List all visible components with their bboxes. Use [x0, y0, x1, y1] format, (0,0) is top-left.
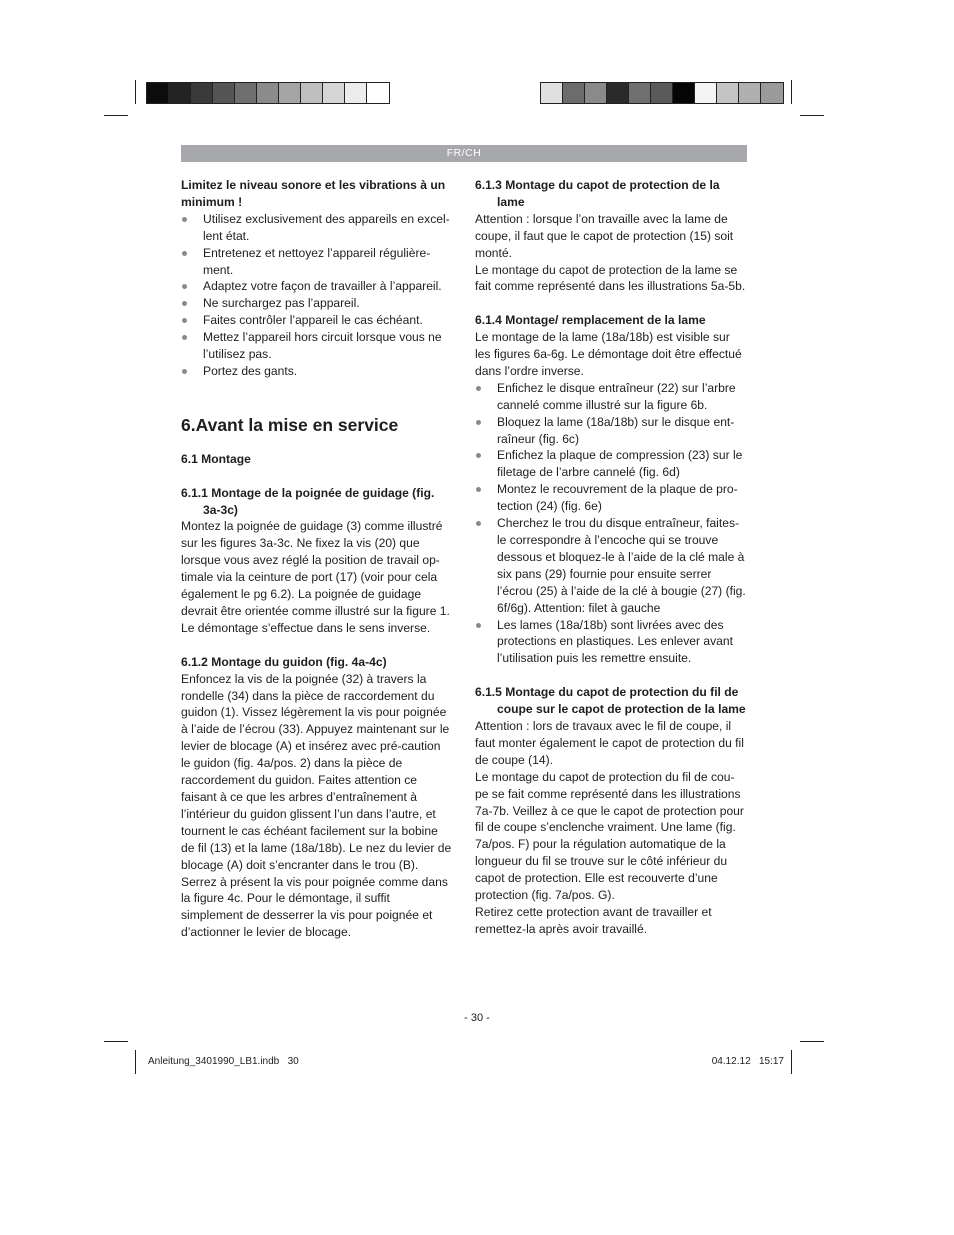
- color-swatch: [717, 83, 739, 103]
- section-text-6-1-2: Enfoncez la vis de la poignée (32) à travers la rondelle (34) dans la pièce de raccordement du guidon (1). Vissez légèrement la vis pour poignée à l’aide de l’écrou (33). Appuyez maintenant sur le levier de blocage (A) et insérez avec pré-caution le guidon (fig. 4a/pos. 2) dans la pièce de raccordement du guidon. Faites attention ce faisant à ce que les arbres d’entraînement à l’intérieur du guidon glissent l’un dans l’autre, et tournent le cas échéant facilement sur la bobine de fil (13) et la lame (18a/18b). Le nez du levier de blocage (A) doit s’encranter dans le trou (B). Serrez à présent la vis pour poignée comme dans la figure 4c. Pour le démontage, il suffit simplement de desserrer la vis pour poignée et d’actionner le levier de blocage.: [181, 671, 452, 940]
- section-text-6-1-4: Le montage de la lame (18a/18b) est visible sur les figures 6a-6g. Le démontage doit être effectué dans l’ordre inverse.: [475, 330, 742, 378]
- list-item: Montez le recouvrement de la plaque de pro-tection (24) (fig. 6e): [475, 481, 747, 515]
- crop-mark: [135, 80, 136, 104]
- color-swatch: [147, 83, 169, 103]
- color-swatch: [541, 83, 563, 103]
- section-heading-6-1-2: 6.1.2 Montage du guidon (fig. 4a-4c): [181, 654, 387, 669]
- color-swatch: [629, 83, 651, 103]
- color-swatch: [213, 83, 235, 103]
- crop-mark: [800, 115, 824, 116]
- list-item: Enfichez le disque entraîneur (22) sur l’arbre cannelé comme illustré sur la figure 6b.: [475, 380, 747, 414]
- color-swatch: [673, 83, 695, 103]
- language-header: FR/CH: [181, 145, 747, 162]
- section-text-6-1-3b: Le montage du capot de protection de la lame se fait comme représenté dans les illustrations 5a-5b.: [475, 262, 746, 294]
- color-swatch: [367, 83, 389, 103]
- list-item: Portez des gants.: [181, 363, 453, 380]
- color-swatch: [345, 83, 367, 103]
- color-bar-right: [540, 82, 784, 104]
- list-item: Faites contrôler l’appareil le cas échéant.: [181, 312, 453, 329]
- intro-heading: Limitez le niveau sonore et les vibrations à un minimum !: [181, 178, 446, 209]
- color-swatch: [739, 83, 761, 103]
- crop-mark: [791, 1050, 792, 1074]
- section-heading-6-1: 6.1 Montage: [181, 451, 251, 466]
- list-item: Entretenez et nettoyez l’appareil régulière-ment.: [181, 245, 453, 279]
- color-swatch: [301, 83, 323, 103]
- color-swatch: [235, 83, 257, 103]
- crop-mark: [104, 115, 128, 116]
- color-swatch: [257, 83, 279, 103]
- color-swatch: [695, 83, 717, 103]
- crop-mark: [800, 1041, 824, 1042]
- crop-mark: [791, 80, 792, 104]
- right-column: [475, 177, 747, 938]
- intro-bullet-list: [181, 211, 453, 380]
- list-item: Bloquez la lame (18a/18b) sur le disque ent-raîneur (fig. 6c): [475, 414, 747, 448]
- list-item: Les lames (18a/18b) sont livrées avec des protections en plastiques. Les enlever avant l’utilisation puis les remettre ensuite.: [475, 617, 747, 668]
- section-heading-6-1-1: 6.1.1 Montage de la poignée de guidage (fig. 3a-3c): [181, 485, 435, 517]
- footer-datetime: 04.12.12 15:17: [711, 1056, 784, 1067]
- left-column: [181, 177, 453, 941]
- list-item: Ne surchargez pas l’appareil.: [181, 295, 453, 312]
- crop-mark: [104, 1041, 128, 1042]
- color-swatch: [651, 83, 673, 103]
- list-item: Cherchez le trou du disque entraîneur, faites-le correspondre à l’encoche qui se trouve dessous et bloquez-le à l’aide de la clé male à six pans (29) fournie pour ensuite serrer l’écrou (25) à l’aide de la clé à bougie (27) (fig. 6f/6g). Attention: filet à gauche: [475, 515, 747, 616]
- list-item: Utilisez exclusivement des appareils en excel-lent état.: [181, 211, 453, 245]
- color-swatch: [279, 83, 301, 103]
- list-item: Enfichez la plaque de compression (23) sur le filetage de l’arbre cannelé (fig. 6d): [475, 447, 747, 481]
- color-swatch: [169, 83, 191, 103]
- color-swatch: [761, 83, 783, 103]
- chapter-title: 6.Avant la mise en service: [181, 414, 399, 435]
- section-text-6-1-5c: Retirez cette protection avant de travailler et remettez-la après avoir travaillé.: [475, 904, 712, 936]
- color-swatch: [607, 83, 629, 103]
- color-swatch: [323, 83, 345, 103]
- section-heading-6-1-5: 6.1.5 Montage du capot de protection du fil de coupe sur le capot de protection de la lame: [475, 685, 746, 717]
- section-text-6-1-3a: Attention : lorsque l’on travaille avec la lame de coupe, il faut que le capot de protection (15) soit monté.: [475, 211, 734, 260]
- section-heading-6-1-4: 6.1.4 Montage/ remplacement de la lame: [475, 313, 706, 328]
- footer-filename: Anleitung_3401990_LB1.indb 30: [148, 1056, 299, 1067]
- list-item: Adaptez votre façon de travailler à l’appareil.: [181, 278, 453, 295]
- page-number: - 30 -: [464, 1012, 490, 1024]
- color-swatch: [191, 83, 213, 103]
- mounting-steps-list: [475, 380, 747, 667]
- list-item: Mettez l’appareil hors circuit lorsque vous ne l’utilisez pas.: [181, 329, 453, 363]
- color-swatch: [563, 83, 585, 103]
- color-swatch: [585, 83, 607, 103]
- color-bar-left: [146, 82, 390, 104]
- section-text-6-1-1: Montez la poignée de guidage (3) comme illustré sur les figures 3a-3c. Ne fixez la vis (20) que lorsque vous avez réglé la position de travail op-timale via la ceinture de port (17) (voir pour cela également le pg 6.2). La poignée de guidage devrait être orientée comme illustré sur la figure 1. Le démontage s’effectue dans le sens inverse.: [181, 519, 450, 635]
- section-text-6-1-5b: Le montage du capot de protection du fil de cou-pe se fait comme représenté dans les illustrations 7a-7b. Veillez à ce que le capot de protection pour fil de coupe s’enclenche vraiment. Une lame (fig. 7a/pos. F) pour la régulation automatique de la longueur du fil se trouve sur le côté inférieur du capot de protection. Elle est recouverte d’une protection (fig. 7a/pos. G).: [475, 769, 744, 903]
- section-text-6-1-5a: Attention : lors de travaux avec le fil de coupe, il faut monter également le capot de protection du fil de coupe (14).: [475, 718, 744, 767]
- crop-mark: [135, 1050, 136, 1074]
- section-heading-6-1-3: 6.1.3 Montage du capot de protection de la lame: [475, 178, 720, 209]
